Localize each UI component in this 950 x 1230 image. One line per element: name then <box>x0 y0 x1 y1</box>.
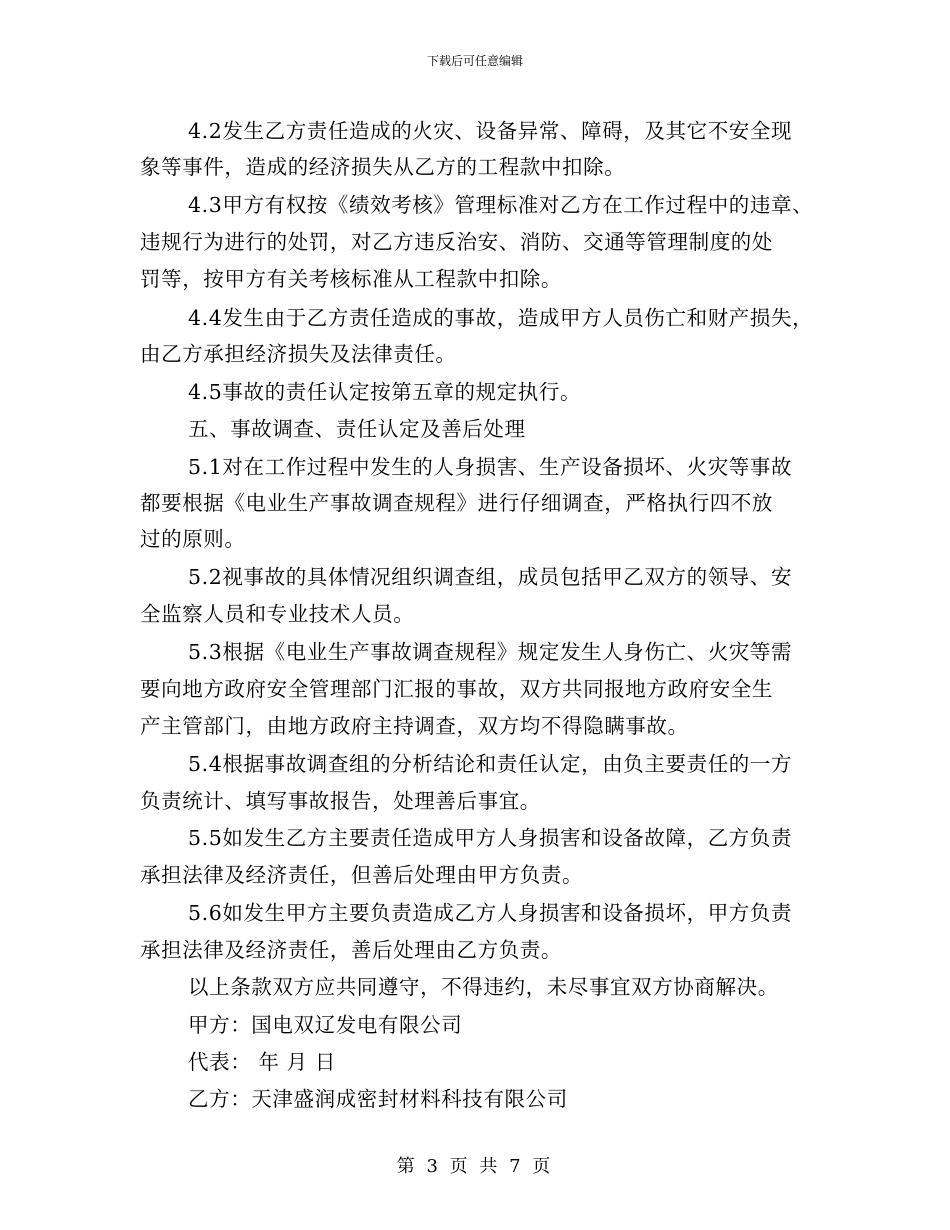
paragraph-5-3-line-3: 产主管部门，由地方政府主持调查，双方均不得隐瞒事故。 <box>140 714 689 738</box>
paragraph-5-5-line-1: 5.5如发生乙方主要责任造成甲方人身损害和设备故障，乙方负责 <box>188 826 793 850</box>
section-5-heading: 五、事故调查、责任认定及善后处理 <box>188 417 526 441</box>
paragraph-5-2-line-2: 全监察人员和专业技术人员。 <box>140 602 415 626</box>
party-b-signature: 乙方：天津盛润成密封材料科技有限公司 <box>188 1087 568 1111</box>
paragraph-5-1-line-3: 过的原则。 <box>140 527 246 551</box>
paragraph-5-4-line-1: 5.4根据事故调查组的分析结论和责任认定，由负主要责任的一方 <box>188 752 793 776</box>
paragraph-4-4-line-1: 4.4发生由于乙方责任造成的事故，造成甲方人员伤亡和财产损失， <box>188 306 814 330</box>
paragraph-4-3-line-3: 罚等，按甲方有关考核标准从工程款中扣除。 <box>140 267 562 291</box>
paragraph-5-3-line-2: 要向地方政府安全管理部门汇报的事故，双方共同报地方政府安全生 <box>140 677 773 701</box>
paragraph-5-6-line-1: 5.6如发生甲方主要负责造成乙方人身损害和设备损坏，甲方负责 <box>188 901 793 925</box>
paragraph-4-5: 4.5事故的责任认定按第五章的规定执行。 <box>188 380 582 404</box>
paragraph-5-4-line-2: 负责统计、填写事故报告，处理善后事宜。 <box>140 789 541 813</box>
paragraph-4-2-line-2: 象等事件，造成的经济损失从乙方的工程款中扣除。 <box>140 155 626 179</box>
paragraph-4-3-line-1: 4.3甲方有权按《绩效考核》管理标准对乙方在工作过程中的违章、 <box>188 193 814 217</box>
paragraph-5-1-line-1: 5.1对在工作过程中发生的人身损害、生产设备损坏、火灾等事故 <box>188 455 793 479</box>
representative-date-line: 代表： 年 月 日 <box>188 1050 336 1074</box>
paragraph-5-1-line-2: 都要根据《电业生产事故调查规程》进行仔细调查，严格执行四不放 <box>140 491 773 515</box>
paragraph-4-3-line-2: 违规行为进行的处罚，对乙方违反治安、消防、交通等管理制度的处 <box>140 230 773 254</box>
paragraph-4-4-line-2: 由乙方承担经济损失及法律责任。 <box>140 342 457 366</box>
closing-statement: 以上条款双方应共同遵守，不得违约，未尽事宜双方协商解决。 <box>188 975 779 999</box>
paragraph-5-6-line-2: 承担法律及经济责任，善后处理由乙方负责。 <box>140 938 562 962</box>
party-a-signature: 甲方：国电双辽发电有限公司 <box>188 1013 463 1037</box>
paragraph-5-5-line-2: 承担法律及经济责任，但善后处理由甲方负责。 <box>140 863 584 887</box>
paragraph-5-2-line-1: 5.2视事故的具体情况组织调查组，成员包括甲乙双方的领导、安 <box>188 565 793 589</box>
page-header: 下载后可任意编辑 <box>426 54 523 68</box>
paragraph-5-3-line-1: 5.3根据《电业生产事故调查规程》规定发生人身伤亡、火灾等需 <box>188 640 793 664</box>
page-number: 第 3 页 共 7 页 <box>396 1156 554 1177</box>
paragraph-4-2-line-1: 4.2发生乙方责任造成的火灾、设备异常、障碍，及其它不安全现 <box>188 119 793 143</box>
